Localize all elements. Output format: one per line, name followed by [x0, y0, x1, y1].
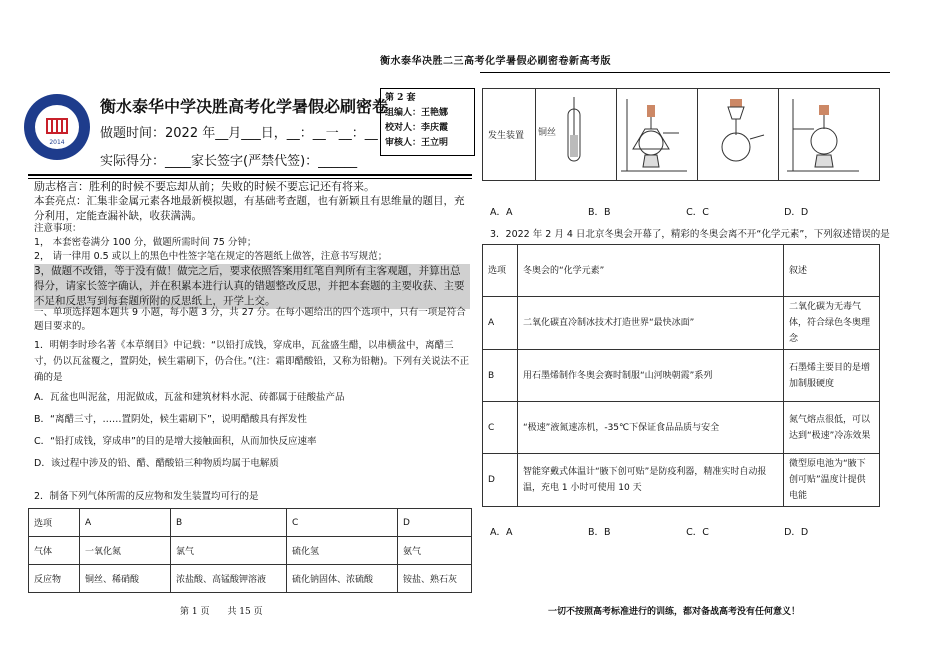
- table-cell: 铜丝、稀硝酸: [80, 565, 171, 593]
- notes: [34, 222, 470, 309]
- copper-label: 铜丝: [538, 128, 557, 138]
- table-cell: 硫化钠固体、浓硫酸: [287, 565, 398, 593]
- note-2: 2， 请一律用 0.5 或以上的黑色中性签字笔在规定的答题纸上做答，注意书写规范；: [34, 251, 388, 262]
- device-d: [779, 89, 880, 181]
- table-cell: 智能穿戴式体温计“腋下创可贴”是防疫利器，精准实时自动报温，充电 1 小时可使用 10 天: [518, 454, 784, 507]
- table-cell: 一氧化氮: [80, 537, 171, 565]
- reviewer: 审核人：王立明: [385, 138, 449, 148]
- table-cell: A: [483, 297, 518, 350]
- editor: 组编人：王艳娜: [385, 108, 449, 118]
- q1-stem: 1．明朝李时珍名著《本草纲目》中记载：“以铅打成钱，穿成串，瓦盆盛生醋，以串横盆中，离醋三寸，仍以瓦盆覆之，置阴处，候生霜刷下，仍合住。”(注：霜即醋酸铅，又称为铅糖)。下列有关说法不正确的是: [34, 340, 470, 383]
- svg-text:2014: 2014: [49, 139, 65, 146]
- q2-device-table: [482, 88, 880, 181]
- q1-option-b[interactable]: B．“离醋三寸，……置阴处，候生霜刷下”，说明醋酸具有挥发性: [34, 414, 307, 425]
- note-3: 3，做题不改错，等于没有做！做完之后，要求依照答案用红笔自判所有主客观题，并算出总得分，请家长签字确认，并在积累本进行认真的错题整改反思，并把本套题的主要收获、主要不足和反思写到每套题所附的反思纸上，开学上交。: [34, 264, 470, 309]
- device-a: [536, 89, 617, 181]
- q2-option-b[interactable]: B．B: [588, 207, 611, 218]
- q2-stem: 2．制备下列气体所需的反应物和发生装置均可行的是: [34, 491, 259, 502]
- set-number: 第 2 套: [385, 93, 416, 103]
- q2-option-c[interactable]: C．C: [686, 207, 709, 218]
- table-cell: 二氧化碳直冷制冰技术打造世界“最快冰面”: [518, 297, 784, 350]
- table-cell: 气体: [29, 537, 80, 565]
- q1-option-c[interactable]: C．“铅打成钱，穿成串”的目的是增大接触面积，从而加快反应速率: [34, 436, 317, 447]
- divider: [28, 174, 472, 176]
- q3-options: [490, 526, 879, 540]
- device-b: [617, 89, 698, 181]
- table-cell: C: [287, 509, 398, 537]
- table-cell: 冬奥会的“化学元素”: [518, 245, 784, 297]
- table-cell: 铵盐、熟石灰: [398, 565, 472, 593]
- table-cell: 石墨烯主要目的是增加制服硬度: [784, 350, 880, 402]
- table-cell: 反应物: [29, 565, 80, 593]
- info-box: [380, 88, 475, 156]
- score-line: 实际得分：____家长签字(严禁代签)：______: [100, 154, 358, 169]
- q2-header-row: [29, 509, 472, 537]
- table-cell: 微型原电池为“腋下创可贴”温度计提供电能: [784, 454, 880, 507]
- q2-reactant-row: [29, 565, 472, 593]
- table-cell: 叙述: [784, 245, 880, 297]
- highlights: 本套亮点：汇集非金属元素各地最新模拟题，有基础考查题，也有新颖且有思维量的题目，充分利用，定能查漏补缺，收获满满。: [34, 195, 465, 222]
- header-right-title: 衡水泰华决胜二三高考化学暑假必刷密卷新高考版: [380, 56, 611, 67]
- table-cell: D: [483, 454, 518, 507]
- q3-option-c[interactable]: C．C: [686, 527, 709, 538]
- q3-table: [482, 244, 880, 507]
- table-cell: 用石墨烯制作冬奥会赛时制服“山河映朝霞”系列: [518, 350, 784, 402]
- q1-option-d[interactable]: D．该过程中涉及的铅、醋、醋酸铅三种物质均属于电解质: [34, 458, 279, 469]
- device-label: 发生装置: [483, 89, 536, 181]
- question-1: [34, 338, 470, 472]
- table-cell: A: [80, 509, 171, 537]
- header-rule: [480, 72, 890, 73]
- school-logo: [22, 92, 92, 162]
- page-number: 第 1 页 共 15 页: [180, 607, 263, 617]
- section-1-heading: 一、单项选择题本题共 9 小题，每小题 3 分，共 27 分。在每小题给出的四个选项中，只有一项是符合题目要求的。: [34, 307, 466, 332]
- table-cell: 选项: [483, 245, 518, 297]
- table-cell: 氯气: [171, 537, 287, 565]
- q3-row-b: [483, 350, 880, 402]
- table-cell: 选项: [29, 509, 80, 537]
- q2-option-d[interactable]: D．D: [784, 207, 809, 218]
- q3-row-c: [483, 402, 880, 454]
- table-cell: 二氧化碳为无毒气体，符合绿色冬奥理念: [784, 297, 880, 350]
- q3-option-b[interactable]: B．B: [588, 527, 611, 538]
- table-cell: “极速”液氮速冻机，-35℃下保证食品品质与安全: [518, 402, 784, 454]
- exam-title: 衡水泰华中学决胜高考化学暑假必刷密卷: [100, 97, 389, 116]
- table-cell: 硫化氢: [287, 537, 398, 565]
- q3-option-d[interactable]: D．D: [784, 527, 809, 538]
- q3-row-d: [483, 454, 880, 507]
- q2-gas-row: [29, 537, 472, 565]
- q3-option-a[interactable]: A．A: [490, 527, 513, 538]
- notes-heading: 注意事项：: [34, 223, 82, 234]
- table-cell: B: [483, 350, 518, 402]
- proofreader: 校对人：李庆霞: [385, 123, 449, 133]
- time-line: 做题时间：2022 年__月___日，__：__一__：__: [100, 126, 378, 141]
- footer-slogan: 一切不按照高考标准进行的训练，都对备战高考没有任何意义！: [548, 607, 801, 617]
- q3-stem: 3．2022 年 2 月 4 日北京冬奥会开幕了，精彩的冬奥会离不开“化学元素”，下列叙述错误的是: [490, 229, 890, 240]
- q2-options: [490, 206, 879, 220]
- table-cell: B: [171, 509, 287, 537]
- table-cell: 氮气熔点很低，可以达到“极速”冷冻效果: [784, 402, 880, 454]
- table-cell: 浓盐酸、高锰酸钾溶液: [171, 565, 287, 593]
- device-c: [698, 89, 779, 181]
- q1-option-a[interactable]: A．瓦盆也叫泥盆，用泥做成，瓦盆和建筑材料水泥、砖都属于硅酸盐产品: [34, 392, 345, 403]
- q3-row-a: [483, 297, 880, 350]
- table-cell: 氨气: [398, 537, 472, 565]
- motto: 励志格言：胜利的时候不要忘却从前；失败的时候不要忘记还有将来。: [34, 180, 375, 193]
- q3-header-row: [483, 245, 880, 297]
- table-cell: C: [483, 402, 518, 454]
- table-cell: D: [398, 509, 472, 537]
- q2-option-a[interactable]: A．A: [490, 207, 513, 218]
- q2-table: [28, 508, 472, 593]
- note-1: 1， 本套密卷满分 100 分，做题所需时间 75 分钟；: [34, 237, 257, 248]
